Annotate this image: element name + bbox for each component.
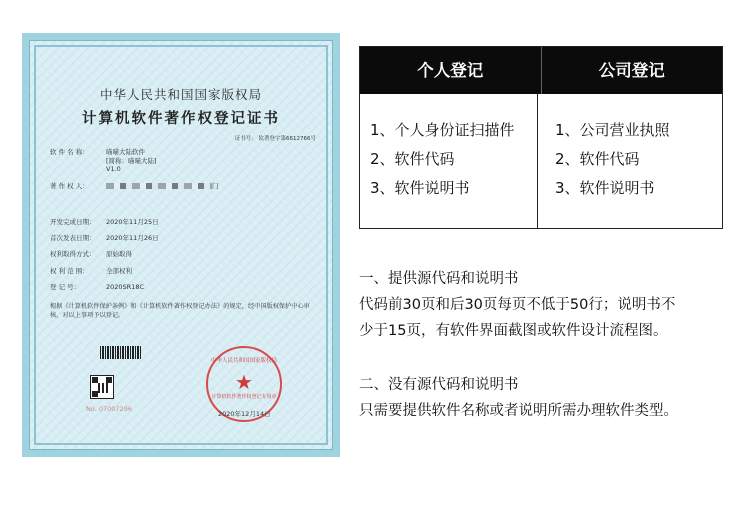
cert-row-value: 2020SR18C: [106, 283, 144, 291]
certificate-serial: [86, 405, 132, 413]
cert-row-owner: [50, 181, 219, 190]
section-1-line-2: 少于15页，有软件界面截图或软件设计流程图。: [359, 323, 668, 339]
cert-row-value: 喵喵大陆软件: [106, 148, 145, 156]
table-header-row: [360, 47, 722, 94]
cert-row-short-name: [50, 156, 157, 165]
section-2-title: 二、没有源代码和说明书: [359, 377, 519, 393]
list-item: 1、公司营业执照: [555, 121, 670, 139]
cert-row-label: 软 件 名 称：: [50, 148, 89, 156]
seal-arc-text: 中华人民共和国国家版权局: [210, 358, 277, 364]
cert-row-label: 权利取得方式：: [50, 250, 96, 258]
cert-row-label: 首次发表日期：: [50, 234, 96, 242]
cert-row-dev-date: [50, 217, 159, 226]
list-item: 1、个人身份证扫描件: [370, 121, 515, 139]
qr-code: [90, 375, 114, 399]
certificate-title: 计算机软件著作权登记证书: [82, 110, 280, 127]
section-1-line-1: 代码前30页和后30页每页不低于50行；说明书不: [359, 297, 676, 313]
list-item: 2、软件代码: [370, 150, 455, 168]
cert-row-software-name: [50, 147, 145, 156]
cert-row-value: [简称：喵喵大陆]: [106, 157, 157, 165]
list-item: 2、软件代码: [555, 150, 640, 168]
serial-value: 07007296: [98, 405, 132, 413]
cert-row-label: 登 记 号：: [50, 283, 81, 291]
certificate-issuer: 中华人民共和国国家版权局: [99, 87, 262, 102]
list-item: 3、软件说明书: [370, 179, 470, 197]
company-column: [537, 94, 722, 228]
cert-row-version: [50, 165, 121, 173]
serial-label: No.: [86, 405, 97, 413]
header-company: 公司登记: [541, 47, 723, 94]
certificate-number: 证书号： 软著登字第6612766号: [234, 136, 316, 142]
redacted-owner-mosaic: [106, 183, 212, 189]
seal-star-icon: ★: [235, 370, 253, 394]
cert-row-scope: [50, 266, 132, 275]
requirements-table: [359, 46, 723, 229]
barcode: [100, 346, 142, 359]
cert-row-value: 2020年11月25日: [106, 218, 159, 226]
cert-row-value: 原始取得: [106, 250, 132, 258]
cert-row-value: 门: [212, 182, 219, 190]
header-personal: 个人登记: [417, 61, 484, 80]
certificate-date: 2020年12月14日: [218, 410, 271, 418]
certificate-image: [22, 33, 340, 457]
cert-row-label: 权 利 范 围：: [50, 267, 89, 275]
cert-row-acquisition: [50, 249, 132, 258]
notes-section: [359, 266, 729, 424]
personal-column: [360, 94, 537, 228]
certificate-paper: [29, 40, 333, 450]
section-2-line-1: 只需要提供软件名称或者说明所需办理软件类型。: [359, 403, 678, 419]
cert-row-label: 开发完成日期：: [50, 218, 96, 226]
cert-row-publish-date: [50, 233, 159, 242]
cert-row-reg-no: [50, 282, 144, 291]
certificate-border: [34, 45, 328, 445]
cert-row-value: 全部权利: [106, 267, 132, 275]
cert-row-value: 2020年11月26日: [106, 234, 159, 242]
cert-row-label: 著 作 权 人：: [50, 182, 89, 190]
section-spacer: [359, 344, 729, 372]
seal-sub-text: 计算机软件著作权登记专用章: [211, 394, 277, 400]
certificate-paragraph: 根据《计算机软件保护条例》和《计算机软件著作权登记办法》的规定，经中国版权保护中心审核，对以上事项予以登记。: [50, 303, 310, 319]
cert-row-value: V1.0: [106, 165, 121, 173]
section-1-title: 一、提供源代码和说明书: [359, 271, 519, 287]
list-item: 3、软件说明书: [555, 179, 655, 197]
table-body-row: [360, 94, 722, 228]
